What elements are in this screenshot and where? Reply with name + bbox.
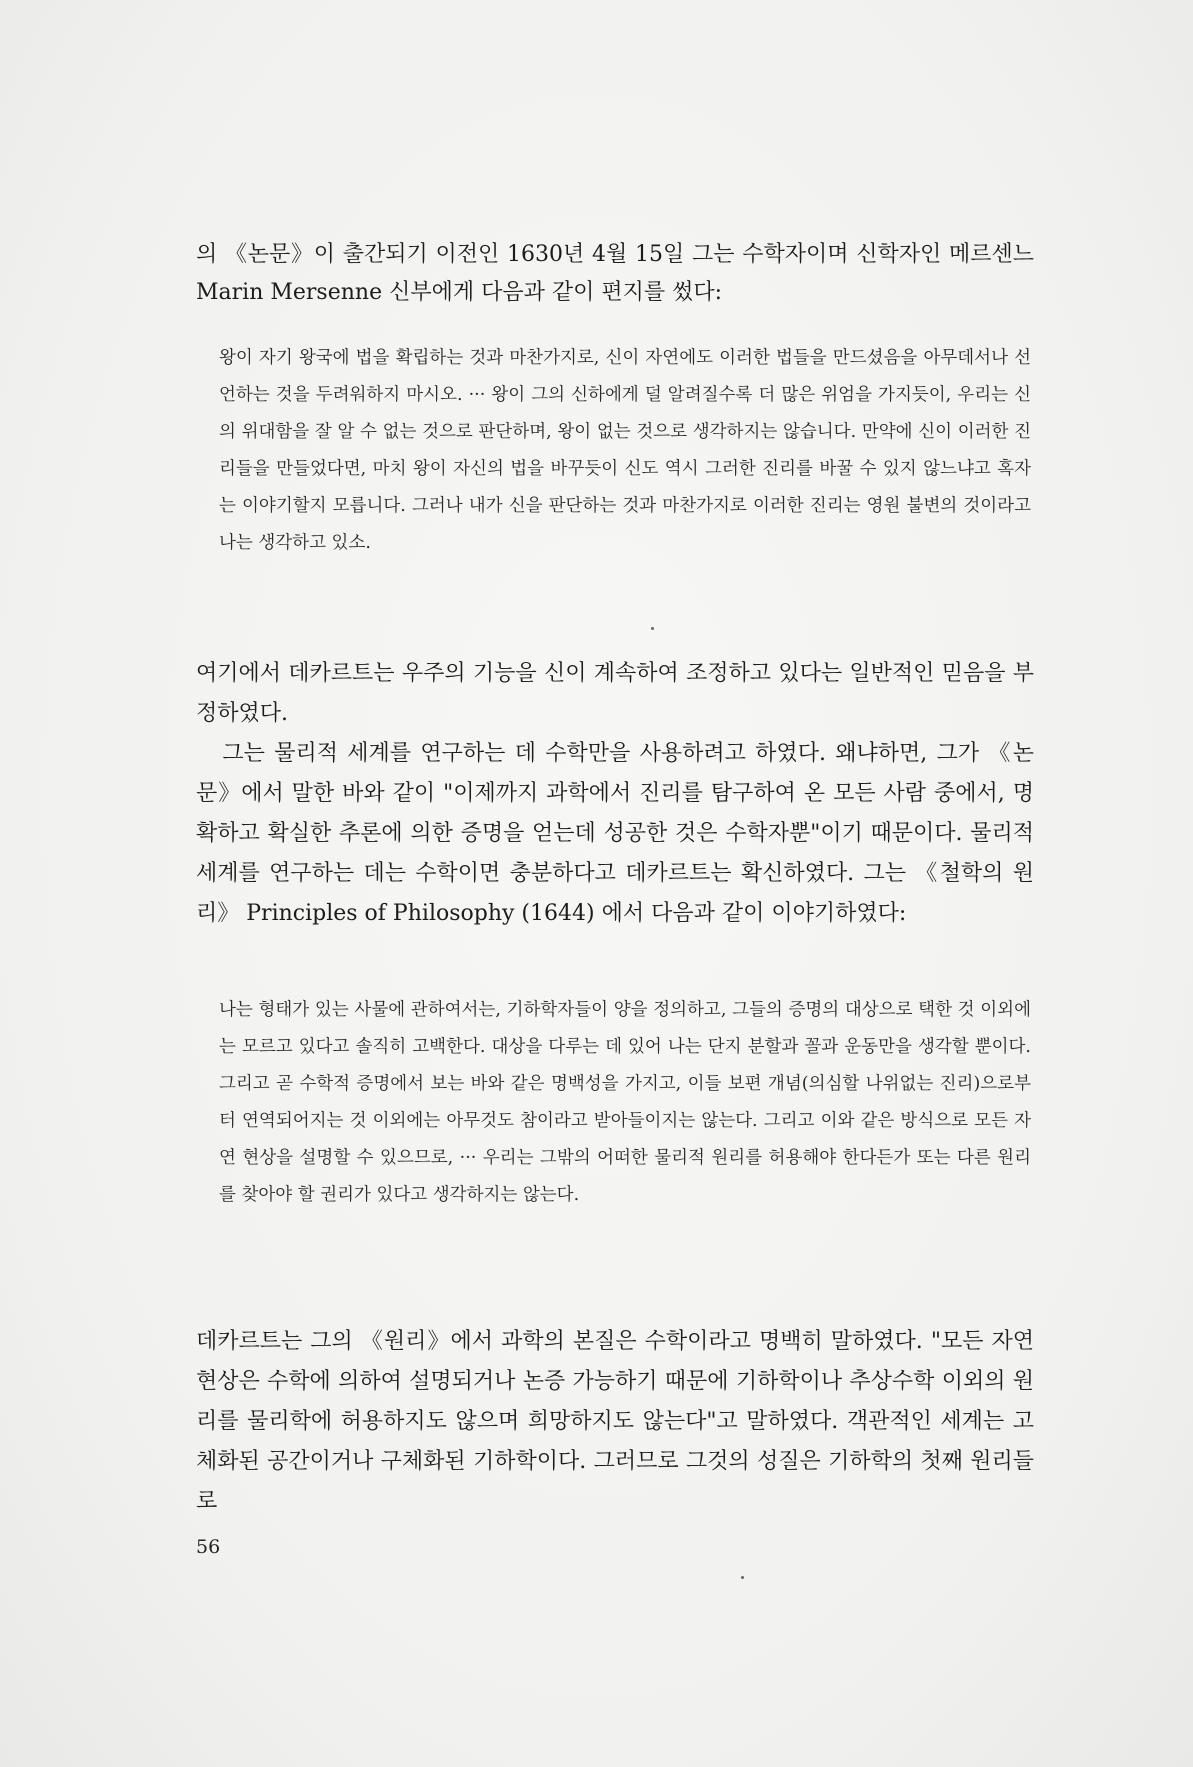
middle-paragraphs: [196, 654, 1034, 934]
closing-paragraph: [196, 1322, 1034, 1522]
paragraph-mathematics-physics: 그는 물리적 세계를 연구하는 데 수학만을 사용하려고 하였다. 왜냐하면, 그가 《논문》에서 말한 바와 같이 "이제까지 과학에서 진리를 탐구하여 온 모든 사람 중에서, 명확하고 확실한 추론에 의한 증명을 얻는데 성공한 것은 수학자뿐"이기 때문이다. 물리적 세계를 연구하는 데는 수학이면 충분하다고 데카르트는 확신하였다. 그는 《철학의 원리》 Principles of Philosophy (1644) 에서 다음과 같이 이야기하였다:: [196, 741, 1034, 926]
quote-text-letter: 왕이 자기 왕국에 법을 확립하는 것과 마찬가지로, 신이 자연에도 이러한 법들을 만드셨음을 아무데서나 선언하는 것을 두려워하지 마시오. ··· 왕이 그의 신하에게 덜 알려질수록 더 많은 위엄을 가지듯이, 우리는 신의 위대함을 잘 알 수 없는 것으로 판단하며, 왕이 없는 것으로 생각하지는 않습니다. 만약에 신이 이러한 진리들을 만들었다면, 마치 왕이 자신의 법을 바꾸듯이 신도 역시 그러한 진리를 바꿀 수 있지 않느냐고 혹자는 이야기할지 모릅니다. 그러나 내가 신을 판단하는 것과 마찬가지로 이러한 진리는 영원 불변의 것이라고 나는 생각하고 있소.: [219, 348, 1031, 553]
block-quote-letter: [219, 340, 1031, 562]
paragraph-general-belief: 여기에서 데카르트는 우주의 기능을 신이 계속하여 조정하고 있다는 일반적인 믿음을 부정하였다.: [196, 661, 1034, 726]
opening-paragraph: [196, 236, 1034, 312]
page-number: 56: [196, 1536, 221, 1558]
scan-speck: [651, 627, 654, 630]
block-quote-principles: [219, 992, 1031, 1214]
quote-text-principles: 나는 형태가 있는 사물에 관하여서는, 기하학자들이 양을 정의하고, 그들의 증명의 대상으로 택한 것 이외에는 모르고 있다고 솔직히 고백한다. 대상을 다루는 데 있어 나는 단지 분할과 꼴과 운동만을 생각할 뿐이다. 그리고 곧 수학적 증명에서 보는 바와 같은 명백성을 가지고, 이들 보편 개념(의심할 나위없는 진리)으로부터 연역되어지는 것 이외에는 아무것도 참이라고 받아들이지는 않는다. 그리고 이와 같은 방식으로 모든 자연 현상을 설명할 수 있으므로, ··· 우리는 그밖의 어떠한 물리적 원리를 허용해야 한다든가 또는 다른 원리를 찾아야 할 권리가 있다고 생각하지는 않는다.: [219, 1000, 1031, 1205]
paragraph-letter-intro: 의 《논문》이 출간되기 이전인 1630년 4월 15일 그는 수학자이며 신학자인 메르센느 Marin Mersenne 신부에게 다음과 같이 편지를 썼다:: [196, 242, 1034, 305]
scan-speck: [741, 1576, 744, 1579]
paragraph-essence-of-science: 데카르트는 그의 《원리》에서 과학의 본질은 수학이라고 명백히 말하였다. "모든 자연 현상은 수학에 의하여 설명되거나 논증 가능하기 때문에 기하학이나 추상수학 이외의 원리를 물리학에 허용하지도 않으며 희망하지도 않는다"고 말하였다. 객관적인 세계는 고체화된 공간이거나 구체화된 기하학이다. 그러므로 그것의 성질은 기하학의 첫째 원리들로: [196, 1329, 1034, 1514]
